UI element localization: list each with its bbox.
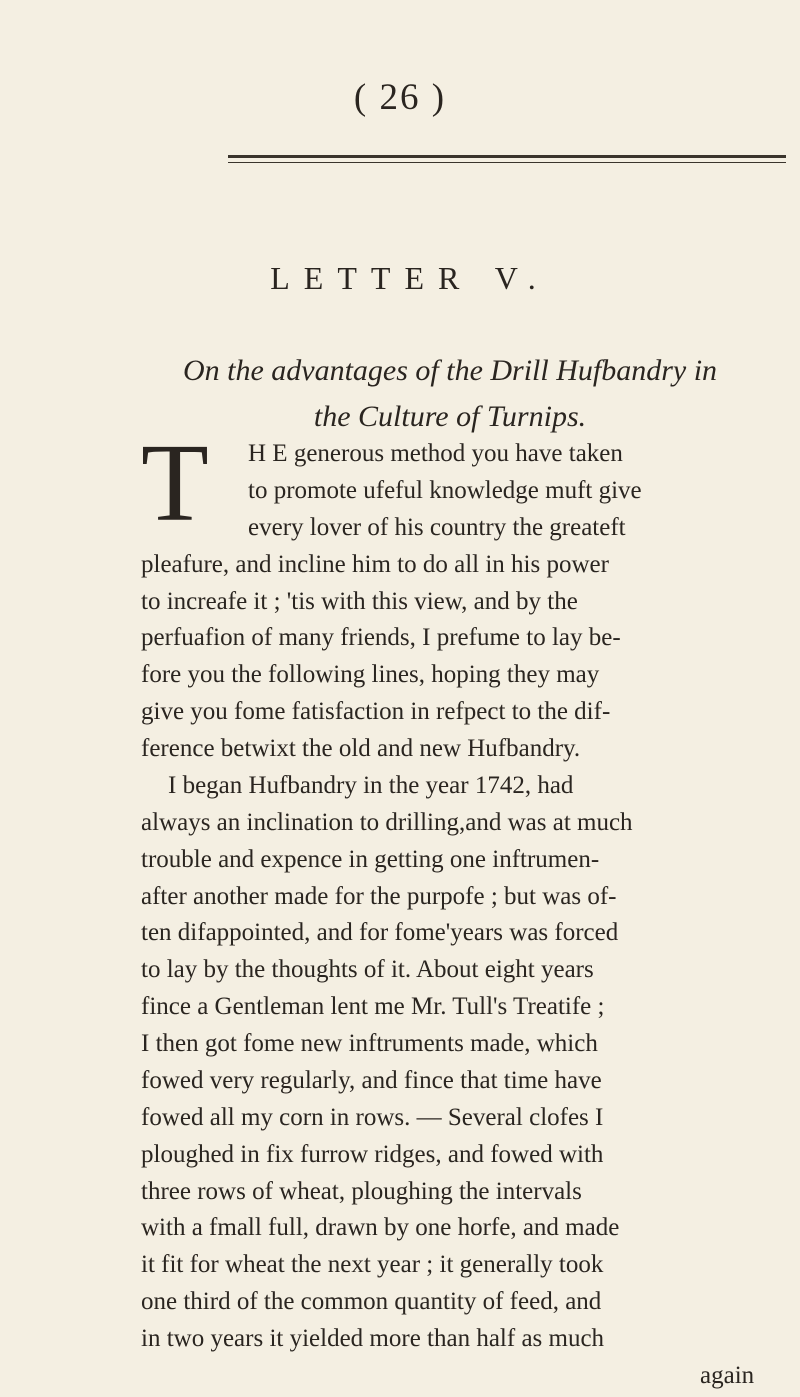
drop-cap: T bbox=[141, 422, 209, 545]
body-line: in two years it yielded more than half as much bbox=[141, 1325, 605, 1352]
subtitle-line-2: the Culture of Turnips. bbox=[313, 400, 587, 433]
body-line: trouble and expence in getting one inftrumen- bbox=[141, 846, 600, 873]
body-line: every lover of his country the greateft bbox=[248, 514, 626, 541]
letter-subtitle bbox=[170, 348, 730, 440]
body-line: it fit for wheat the next year ; it generally took bbox=[141, 1251, 604, 1278]
body-line: ten difappointed, and for fome'years was forced bbox=[141, 919, 619, 946]
body-line: after another made for the purpofe ; but was of- bbox=[141, 883, 617, 910]
body-line: fowed very regularly, and fince that time have bbox=[141, 1067, 602, 1094]
body-line: always an inclination to drilling,and was at much bbox=[141, 809, 633, 836]
header-rule-thin bbox=[228, 162, 786, 163]
header-rule-thick bbox=[228, 155, 786, 158]
body-line: ference betwixt the old and new Hufbandry. bbox=[141, 735, 581, 762]
body-line: I then got fome new inftruments made, which bbox=[141, 1030, 598, 1057]
body-line: perfuafion of many friends, I prefume to lay be- bbox=[141, 624, 621, 651]
page-number: ( 26 ) bbox=[353, 77, 447, 118]
subtitle-line-1: On the advantages of the Drill Hufbandry in bbox=[182, 354, 718, 387]
body-line: I began Hufbandry in the year 1742, had bbox=[168, 772, 574, 799]
body-line: fince a Gentleman lent me Mr. Tull's Treatife ; bbox=[141, 993, 605, 1020]
body-line: give you fome fatisfaction in refpect to the dif- bbox=[141, 698, 611, 725]
body-line: with a fmall full, drawn by one horfe, and made bbox=[141, 1214, 620, 1241]
body-line: to promote ufeful knowledge muft give bbox=[248, 477, 642, 504]
body-line: one third of the common quantity of feed, and bbox=[141, 1288, 602, 1315]
body-line: fore you the following lines, hoping they may bbox=[141, 661, 600, 688]
body-line: pleafure, and incline him to do all in his power bbox=[141, 551, 609, 578]
body-line: to lay by the thoughts of it. About eight years bbox=[141, 956, 594, 983]
body-line: ploughed in fix furrow ridges, and fowed with bbox=[141, 1141, 604, 1168]
body-line: to increafe it ; 'tis with this view, and by the bbox=[141, 588, 578, 615]
catchword: again bbox=[700, 1362, 755, 1389]
body-line: H E generous method you have taken bbox=[248, 440, 623, 467]
body-line: fowed all my corn in rows. — Several clofes I bbox=[141, 1104, 604, 1131]
letter-heading: LETTER V. bbox=[270, 260, 550, 296]
body-line: three rows of wheat, ploughing the intervals bbox=[141, 1178, 582, 1205]
